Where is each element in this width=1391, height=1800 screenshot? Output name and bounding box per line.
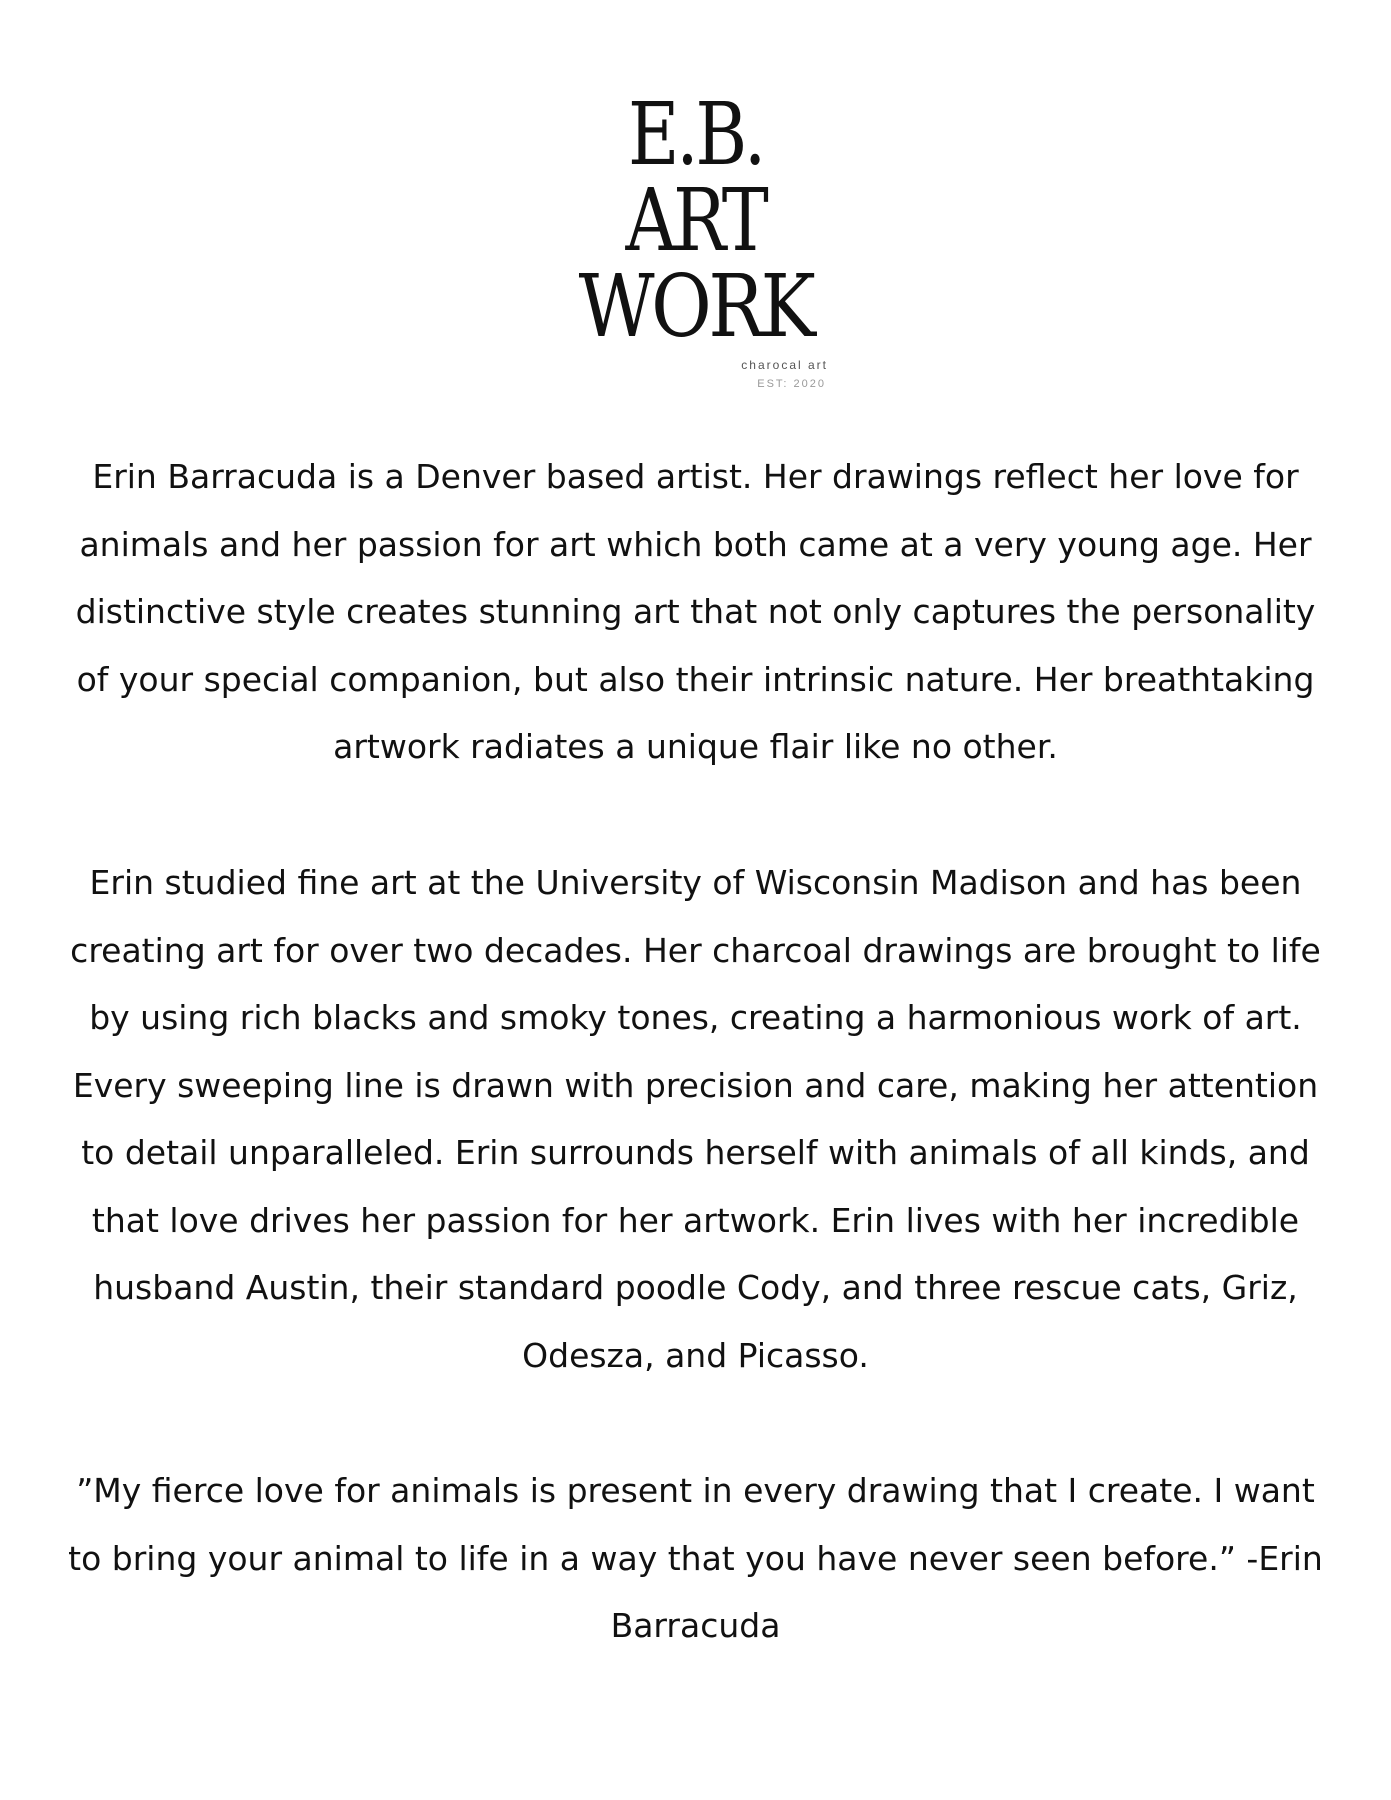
logo-tagline: charocal art <box>741 358 828 372</box>
logo-line-art: ART <box>625 171 766 271</box>
bio-paragraph-intro: Erin Barracuda is a Denver based artist. Her drawings reflect her love for animals and her passion for art which both came at a very young age. Her distinctive style creates stunning art that not only captures the personality of your special companion, but also their intrinsic nature. Her breathtaking artwork radiates a unique flair like no other. <box>75 457 1316 766</box>
artist-quote: ”My fierce love for animals is present in every drawing that I create. I want to bring your animal to life in a way that you have never seen before.” -Erin Barracuda <box>68 1471 1323 1645</box>
bio-paragraph-education: Erin studied fine art at the University of Wisconsin Madison and has been creating art for over two decades. Her charcoal drawings are brought to life by using rich blacks and smoky tones, creating a harmonious work of art. Every sweeping line is drawn with precision and care, making her attention to detail unparalleled. Erin surrounds herself with animals of all kinds, and that love drives her passion for her artwork. Erin lives with her incredible husband Austin, their standard poodle Cody, and three rescue cats, Griz, Odesza, and Picasso. <box>70 863 1321 1375</box>
logo-line-work: WORK <box>578 257 813 357</box>
logo-line-eb: E.B. <box>627 85 764 185</box>
logo-established: EST: 2020 <box>757 378 826 390</box>
brand-logo <box>0 85 1391 402</box>
